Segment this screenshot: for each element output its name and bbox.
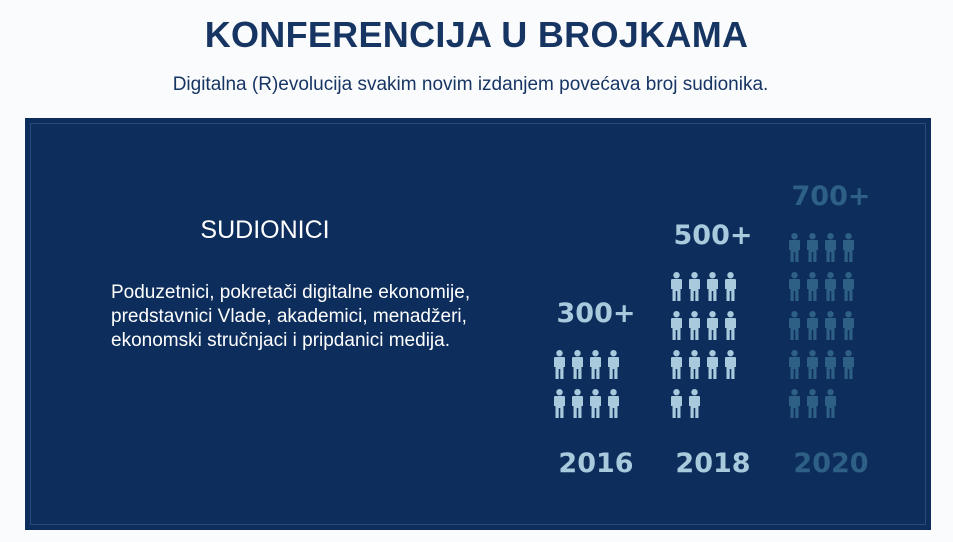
person-icon [824, 272, 837, 307]
person-icon [842, 311, 855, 346]
person-icon [724, 311, 737, 346]
person-icon [589, 389, 602, 424]
person-icon [724, 350, 737, 385]
person-icon [806, 272, 819, 307]
participants-description: Poduzetnici, pokretači digitalne ekonomije, predstavnici Vlade, akademici, menadžeri, ekonomski stručnjaci i pripdanici medija. [111, 282, 471, 351]
person-icon [670, 389, 683, 424]
person-icon [706, 272, 719, 307]
participant-count: 500+ [673, 220, 753, 251]
person-icon [842, 233, 855, 268]
person-icon [571, 389, 584, 424]
person-icon [806, 311, 819, 346]
person-icon [688, 350, 701, 385]
person-icon [824, 350, 837, 385]
person-icon [571, 350, 584, 385]
person-icon [806, 389, 819, 424]
person-icon [788, 311, 801, 346]
person-icon [788, 389, 801, 424]
person-icon [842, 272, 855, 307]
participant-count: 700+ [791, 181, 871, 212]
person-icon [688, 272, 701, 307]
participants-heading: SUDIONICI [200, 216, 330, 244]
page-title: KONFERENCIJA U BROJKAMA [204, 14, 749, 55]
person-icon [553, 389, 566, 424]
person-icon [824, 311, 837, 346]
person-icon [806, 350, 819, 385]
year-label: 2020 [793, 448, 869, 479]
person-icon [706, 350, 719, 385]
person-icon [607, 350, 620, 385]
person-icon [824, 233, 837, 268]
person-icon [788, 272, 801, 307]
person-icon [589, 350, 602, 385]
person-icon [670, 311, 683, 346]
person-icon [788, 233, 801, 268]
year-label: 2018 [675, 448, 751, 479]
person-icon [670, 272, 683, 307]
person-icon [706, 311, 719, 346]
person-icon [824, 389, 837, 424]
person-icon [688, 311, 701, 346]
person-icon [842, 350, 855, 385]
person-icon [553, 350, 566, 385]
person-icon [607, 389, 620, 424]
person-icon [806, 233, 819, 268]
person-icon [670, 350, 683, 385]
year-label: 2016 [558, 448, 634, 479]
person-icon [788, 350, 801, 385]
page-subtitle: Digitalna (R)evolucija svakim novim izdanjem povećava broj sudionika. [172, 74, 769, 95]
stats-panel [25, 118, 931, 530]
person-icon [688, 389, 701, 424]
person-icon [724, 272, 737, 307]
participant-count: 300+ [556, 298, 636, 329]
